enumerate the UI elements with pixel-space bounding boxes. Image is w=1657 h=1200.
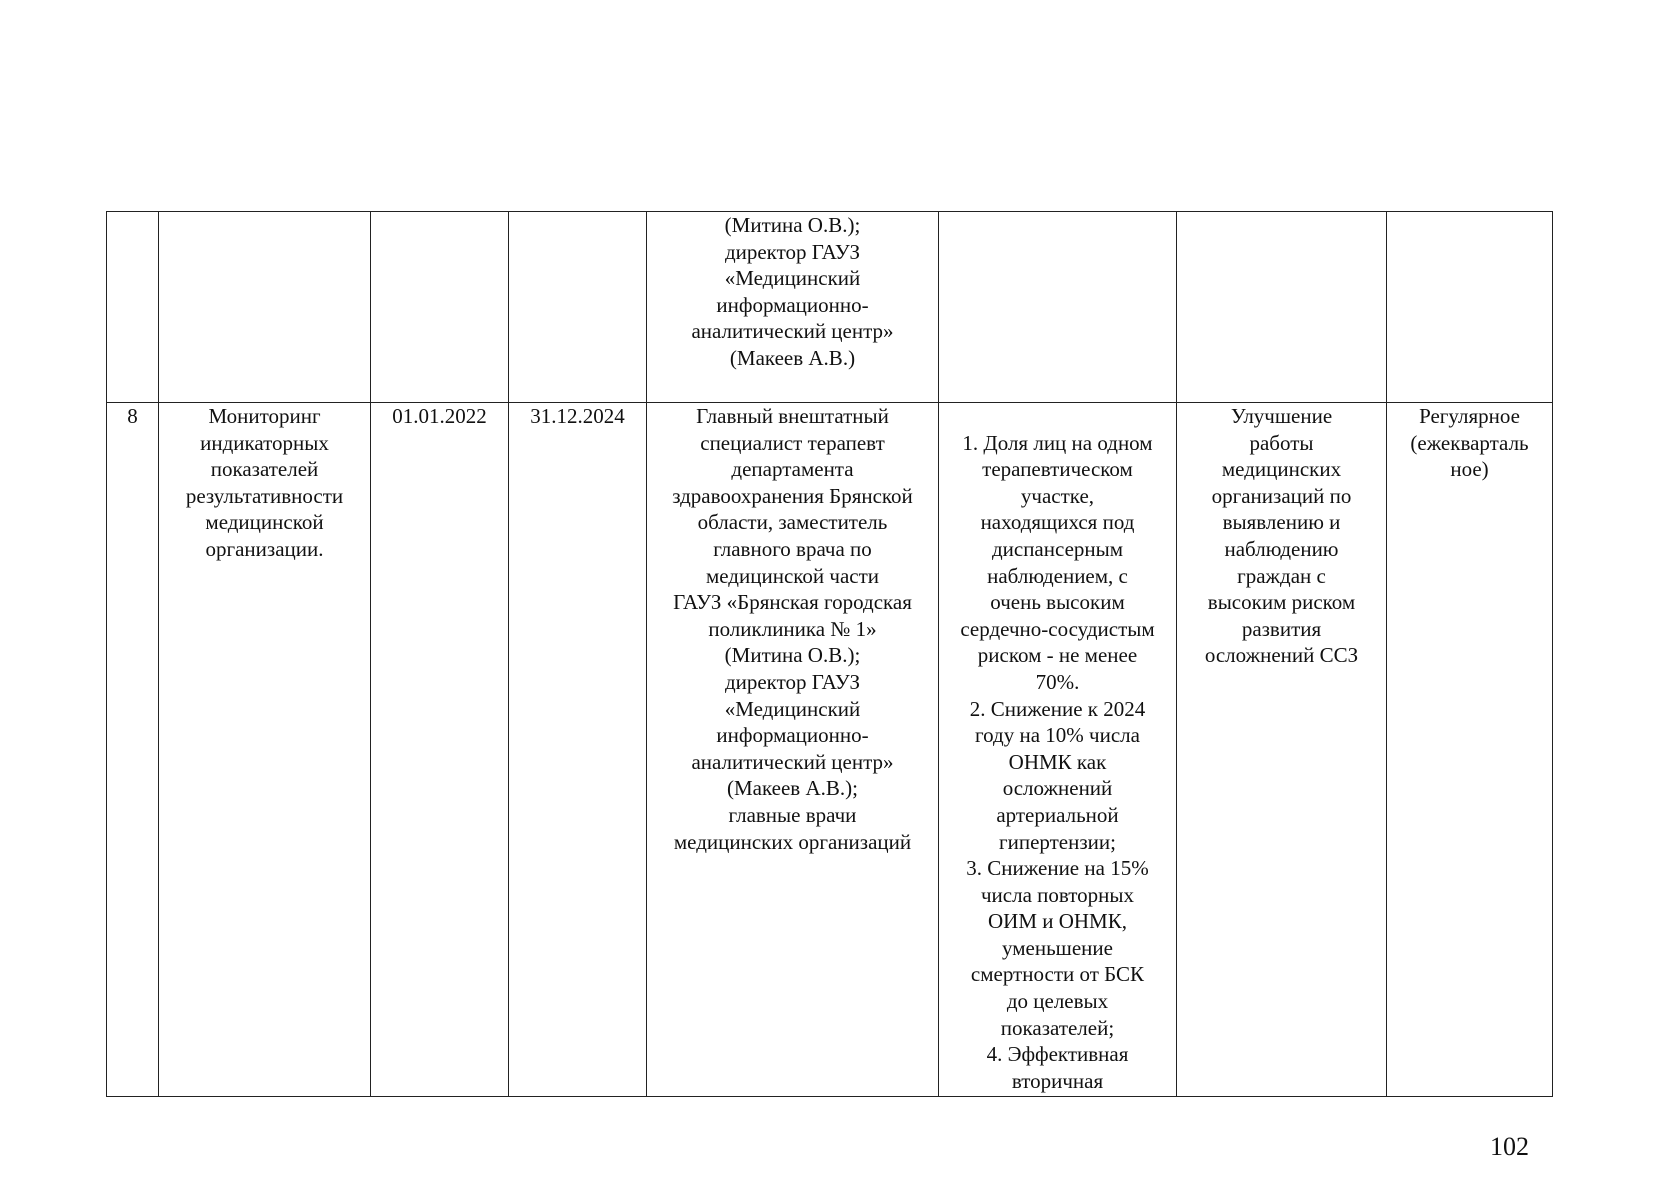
text-line: главного врача по xyxy=(713,536,872,561)
text-line: медицинской xyxy=(205,510,324,535)
text-line: главные врачи xyxy=(728,802,857,827)
text-line: гипертензии; xyxy=(999,829,1116,854)
cell-periodicity-empty xyxy=(1387,212,1553,403)
text-line: ное) xyxy=(1450,457,1489,482)
text-line: показателей; xyxy=(1000,1015,1115,1040)
text-line: граждан с xyxy=(1237,563,1326,588)
cell-event-empty xyxy=(159,212,371,403)
text-line: «Медицинский xyxy=(724,266,861,291)
cell-indicator-empty xyxy=(939,212,1177,403)
cell-number-empty xyxy=(107,212,159,403)
text-line: департамента xyxy=(731,457,854,482)
text-line: «Медицинский xyxy=(724,696,861,721)
table-row-8 xyxy=(107,403,1553,1097)
text-line: специалист терапевт xyxy=(700,430,885,455)
text-line: Регулярное xyxy=(1419,404,1520,428)
text-line: здравоохранения Брянской xyxy=(672,483,913,508)
text-line: 3. Снижение на 15% xyxy=(966,856,1149,881)
text-line: риском - не менее xyxy=(977,643,1138,668)
cell-responsible xyxy=(647,403,939,1097)
table-row-continued xyxy=(107,212,1553,403)
text-line: числа повторных xyxy=(980,882,1135,907)
text-line: организаций по xyxy=(1211,483,1352,508)
text-line: ОИМ и ОНМК, xyxy=(987,909,1127,934)
text-line: 1. Доля лиц на одном xyxy=(962,430,1153,455)
text-line: выявлению и xyxy=(1222,510,1341,535)
text-line: диспансерным xyxy=(991,536,1124,561)
text-line: высоким риском xyxy=(1207,590,1356,615)
text-line: (Макеев А.В.); xyxy=(727,776,858,801)
text-line: уменьшение xyxy=(1002,935,1113,960)
text-line: показателей xyxy=(210,457,319,482)
text-line: вторичная xyxy=(1011,1068,1104,1093)
text-line: Главный внештатный xyxy=(696,404,889,428)
text-line: медицинской части xyxy=(705,563,880,588)
text-line: наблюдением, с xyxy=(987,563,1128,588)
text-line: информационно- xyxy=(716,292,869,317)
data-table xyxy=(106,211,1553,1097)
text-line: (Макеев А.В.) xyxy=(729,345,856,370)
cell-result-empty xyxy=(1177,212,1387,403)
text-line: очень высоким xyxy=(990,590,1125,615)
text-line: директор ГАУЗ xyxy=(724,239,861,264)
row-number: 8 xyxy=(127,404,138,428)
text-line: году на 10% числа xyxy=(975,723,1140,748)
text-line: медицинских xyxy=(1221,457,1342,482)
text-line: 2. Снижение к 2024 xyxy=(969,696,1146,721)
text-line: сердечно-сосудистым xyxy=(960,616,1155,641)
text-line: наблюдению xyxy=(1224,536,1339,561)
cell-end-date-empty xyxy=(509,212,647,403)
text-line: работы xyxy=(1249,430,1314,455)
text-line: аналитический центр» xyxy=(691,319,894,344)
text-line: индикаторных xyxy=(200,430,329,455)
text-line: медицинских организаций xyxy=(673,829,912,854)
text-line: области, заместитель xyxy=(697,510,888,535)
cell-start-date-empty xyxy=(371,212,509,403)
text-line: 70%. xyxy=(1035,669,1080,694)
text-line: Улучшение xyxy=(1230,404,1333,428)
text-line: находящихся под xyxy=(980,510,1135,535)
text-line: осложнений ССЗ xyxy=(1204,643,1359,668)
text-line: Мониторинг xyxy=(208,404,321,428)
cell-responsible-continued xyxy=(647,212,939,403)
text-line: аналитический центр» xyxy=(691,749,894,774)
cell-start-date xyxy=(371,403,509,1097)
cell-indicator xyxy=(939,403,1177,1097)
text-line: смертности от БСК xyxy=(970,962,1145,987)
text-line: осложнений xyxy=(1002,776,1113,801)
page-number: 102 xyxy=(1490,1132,1529,1161)
text-line: участке, xyxy=(1020,483,1095,508)
text-line: развития xyxy=(1241,616,1322,641)
end-date: 31.12.2024 xyxy=(530,404,625,428)
text-line: результативности xyxy=(185,483,344,508)
text-line: терапевтическом xyxy=(982,457,1133,482)
text-line: поликлиника № 1» xyxy=(708,616,877,641)
text-line: (ежекварталь xyxy=(1410,430,1529,455)
text-line: директор ГАУЗ xyxy=(724,669,861,694)
cell-periodicity xyxy=(1387,403,1553,1097)
cell-end-date xyxy=(509,403,647,1097)
text-line: артериальной xyxy=(996,802,1119,827)
cell-result xyxy=(1177,403,1387,1097)
text-line: ОНМК как xyxy=(1008,749,1107,774)
blank-line xyxy=(941,403,1174,430)
cell-number xyxy=(107,403,159,1097)
text-line: (Митина О.В.); xyxy=(724,643,861,668)
text-line: информационно- xyxy=(716,723,869,748)
text-line: 4. Эффективная xyxy=(986,1042,1129,1067)
text-line: до целевых xyxy=(1006,989,1109,1014)
text-line: организации. xyxy=(205,536,324,561)
cell-event xyxy=(159,403,371,1097)
text-line: (Митина О.В.); xyxy=(724,213,861,237)
text-line: ГАУЗ «Брянская городская xyxy=(673,590,912,615)
start-date: 01.01.2022 xyxy=(392,404,487,428)
